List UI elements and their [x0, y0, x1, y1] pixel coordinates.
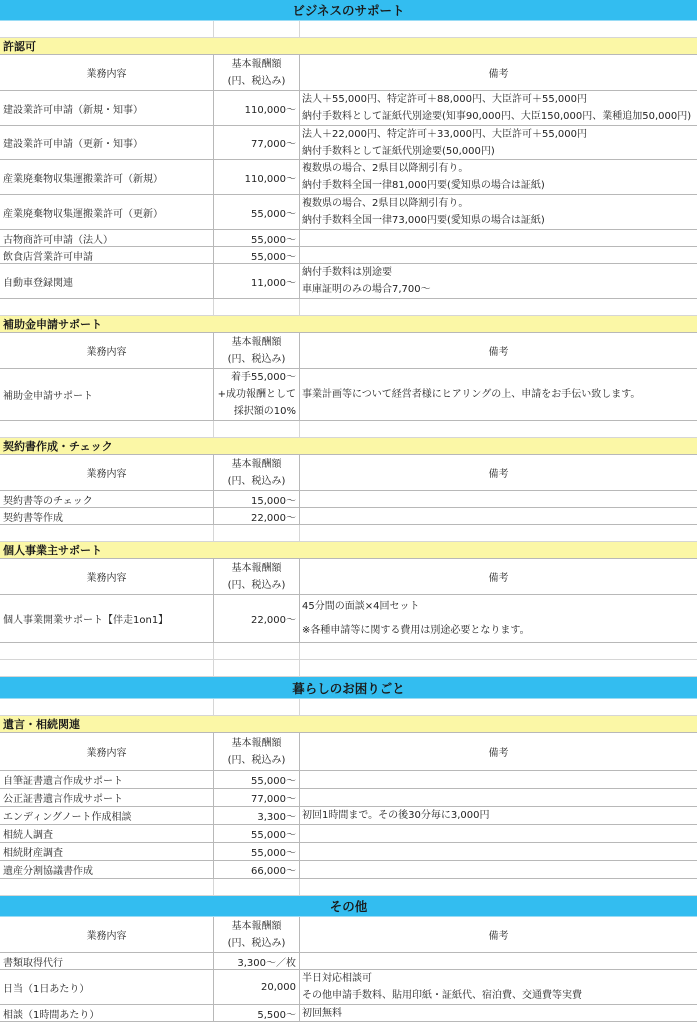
section-contract [0, 438, 697, 455]
service-name: 建設業許可申請（新規・知事） [0, 91, 214, 125]
note-line: 納付手数料全国一律73,000円要(愛知県の場合は証紙) [302, 215, 545, 226]
service-note [300, 369, 697, 420]
subsidy-header-row [0, 333, 697, 369]
note-line: 初回1時間まで。その後30分毎に3,000円 [302, 810, 490, 821]
service-fee: 66,000〜 [214, 861, 300, 878]
spacer-row [0, 660, 697, 677]
service-fee: 22,000〜 [214, 595, 300, 642]
service-fee: 15,000〜 [214, 491, 300, 507]
service-fee: 55,000〜 [214, 843, 300, 860]
note-line: その他申請手数料、貼用印紙・証紙代、宿泊費、交通費等実費 [302, 990, 582, 1001]
fee-line: +成功報酬として [217, 389, 296, 400]
service-fee: 55,000〜 [214, 195, 300, 229]
header-notes: 備考 [488, 69, 509, 80]
living-banner [0, 677, 697, 699]
note-line: 法人＋22,000円、特定許可＋33,000円、大臣許可＋55,000円 [302, 128, 587, 140]
service-fee: 77,000〜 [214, 126, 300, 159]
service-name: 建設業許可申請（更新・知事） [0, 126, 214, 159]
header-fee-line2: (円、税込み) [227, 475, 286, 487]
service-fee: 3,300〜／枚 [214, 953, 300, 969]
spacer-row [0, 421, 697, 438]
section-inheritance [0, 716, 697, 733]
permits-header-row [0, 55, 697, 91]
note-line: 45分間の面談×4回セット [302, 601, 420, 613]
header-fee [214, 55, 300, 90]
header-service: 業務内容 [0, 559, 214, 594]
service-name: 契約書等のチェック [0, 491, 214, 507]
living-banner-title: 暮らしのお困りごと [292, 680, 405, 696]
header-fee-line2: (円、税込み) [227, 579, 286, 591]
business-banner-title: ビジネスのサポート [292, 3, 405, 18]
spacer-row [0, 21, 697, 38]
sole-header-row [0, 559, 697, 595]
table-row [0, 843, 697, 861]
table-row [0, 491, 697, 508]
table-row [0, 861, 697, 879]
service-name: 産業廃棄物収集運搬業許可（新規） [0, 160, 214, 194]
fee-line: 着手55,000〜 [231, 372, 296, 383]
table-row [0, 1005, 697, 1022]
service-fee: 22,000〜 [214, 508, 300, 524]
header-fee-line1: 基本報酬額 [231, 737, 282, 749]
table-row [0, 91, 697, 126]
note-line: 納付手数料全国一律81,000円要(愛知県の場合は証紙) [302, 180, 545, 191]
service-note [300, 595, 697, 642]
service-note [300, 91, 697, 125]
note-line: 初回無料 [302, 1007, 342, 1019]
service-name: 産業廃棄物収集運搬業許可（更新） [0, 195, 214, 229]
service-fee: 5,500〜 [214, 1005, 300, 1021]
service-note [300, 807, 697, 824]
note-line: 納付手数料として証紙代別途要(50,000円) [302, 145, 495, 157]
header-fee-line1: 基本報酬額 [231, 458, 282, 470]
service-name: 自筆証書遺言作成サポート [0, 771, 214, 788]
spacer-row [0, 299, 697, 316]
section-sole-title: 個人事業主サポート [3, 544, 102, 557]
other-banner-title: その他 [329, 899, 368, 914]
service-fee: 3,300〜 [214, 807, 300, 824]
table-row [0, 595, 697, 643]
note-line: 法人＋55,000円、特定許可＋88,000円、大臣許可＋55,000円 [302, 94, 587, 105]
service-fee: 55,000〜 [214, 230, 300, 246]
table-row [0, 508, 697, 525]
header-notes: 備考 [488, 748, 509, 759]
service-name: 補助金申請サポート [0, 369, 214, 420]
section-permits [0, 38, 697, 55]
service-fee: 55,000〜 [214, 771, 300, 788]
section-sole-proprietor [0, 542, 697, 559]
header-fee-line1: 基本報酬額 [231, 562, 282, 574]
header-fee-line1: 基本報酬額 [231, 920, 282, 932]
fee-line: 採択額の10% [233, 406, 296, 417]
spacer-row [0, 525, 697, 542]
table-row [0, 771, 697, 789]
section-inheritance-title: 遺言・相続関連 [3, 718, 80, 731]
table-row [0, 230, 697, 247]
service-fee: 55,000〜 [214, 825, 300, 842]
header-service: 業務内容 [0, 55, 214, 90]
header-fee-line1: 基本報酬額 [231, 336, 282, 348]
inheritance-header-row [0, 733, 697, 771]
other-banner [0, 896, 697, 917]
service-fee: 55,000〜 [214, 247, 300, 263]
service-fee: 11,000〜 [214, 264, 300, 298]
header-notes: 備考 [488, 469, 509, 480]
header-fee [214, 455, 300, 490]
table-row [0, 953, 697, 970]
spacer-row [0, 879, 697, 896]
service-note [300, 264, 697, 298]
header-fee [214, 333, 300, 368]
service-name: 相続財産調査 [0, 843, 214, 860]
service-name: 自動車登録関連 [0, 264, 214, 298]
service-name: 書類取得代行 [0, 953, 214, 969]
service-fee: 110,000〜 [214, 91, 300, 125]
header-notes: 備考 [488, 573, 509, 584]
service-fee [214, 369, 300, 420]
service-name: 契約書等作成 [0, 508, 214, 524]
header-fee-line2: (円、税込み) [227, 75, 286, 87]
header-fee [214, 917, 300, 952]
other-header-row [0, 917, 697, 953]
header-service: 業務内容 [0, 733, 214, 770]
header-service: 業務内容 [0, 333, 214, 368]
service-note [300, 126, 697, 159]
section-permits-title: 許認可 [3, 40, 36, 53]
service-fee: 110,000〜 [214, 160, 300, 194]
service-name: 古物商許可申請（法人） [0, 230, 214, 246]
section-subsidy [0, 316, 697, 333]
service-name: 飲食店営業許可申請 [0, 247, 214, 263]
table-row [0, 195, 697, 230]
note-line: 複数県の場合、2県目以降割引有り。 [302, 198, 469, 209]
header-fee [214, 733, 300, 770]
service-name: エンディングノート作成相談 [0, 807, 214, 824]
service-note [300, 970, 697, 1004]
service-name: 日当（1日あたり） [0, 970, 214, 1004]
service-note [300, 1005, 697, 1021]
table-row [0, 126, 697, 160]
note-line: 事業計画等について経営者様にヒアリングの上、申請をお手伝い致します。 [302, 389, 641, 400]
contract-header-row [0, 455, 697, 491]
note-line: 半日対応相談可 [302, 973, 372, 984]
table-row [0, 789, 697, 807]
note-line: 納付手数料として証紙代別途要(知事90,000円、大臣150,000円、業種追加50,000円) [302, 111, 692, 122]
header-service: 業務内容 [0, 455, 214, 490]
note-line: ※各種申請等に関する費用は別途必要となります。 [302, 624, 530, 636]
header-fee-line1: 基本報酬額 [231, 58, 282, 70]
service-name: 相談（1時間あたり） [0, 1005, 214, 1021]
header-fee [214, 559, 300, 594]
table-row [0, 825, 697, 843]
service-note [300, 195, 697, 229]
header-fee-line2: (円、税込み) [227, 353, 286, 365]
table-row [0, 807, 697, 825]
service-fee: 77,000〜 [214, 789, 300, 806]
header-service: 業務内容 [0, 917, 214, 952]
header-fee-line2: (円、税込み) [227, 754, 286, 766]
service-fee: 20,000 [214, 970, 300, 1004]
spacer-row [0, 643, 697, 660]
note-line: 車庫証明のみの場合7,700〜 [302, 284, 431, 295]
spacer-row [0, 699, 697, 716]
table-row [0, 247, 697, 264]
section-subsidy-title: 補助金申請サポート [3, 318, 102, 331]
section-contract-title: 契約書作成・チェック [3, 440, 113, 453]
service-note [300, 160, 697, 194]
business-banner [0, 0, 697, 21]
note-line: 複数県の場合、2県目以降割引有り。 [302, 163, 469, 174]
header-fee-line2: (円、税込み) [227, 937, 286, 949]
table-row [0, 160, 697, 195]
table-row [0, 264, 697, 299]
service-name: 相続人調査 [0, 825, 214, 842]
table-row [0, 970, 697, 1005]
header-notes: 備考 [488, 347, 509, 358]
table-row [0, 369, 697, 421]
note-line: 納付手数料は別途要 [302, 267, 392, 278]
service-name: 公正証書遺言作成サポート [0, 789, 214, 806]
service-name: 個人事業開業サポート【伴走1on1】 [0, 595, 214, 642]
service-name: 遺産分割協議書作成 [0, 861, 214, 878]
header-notes: 備考 [488, 931, 509, 942]
